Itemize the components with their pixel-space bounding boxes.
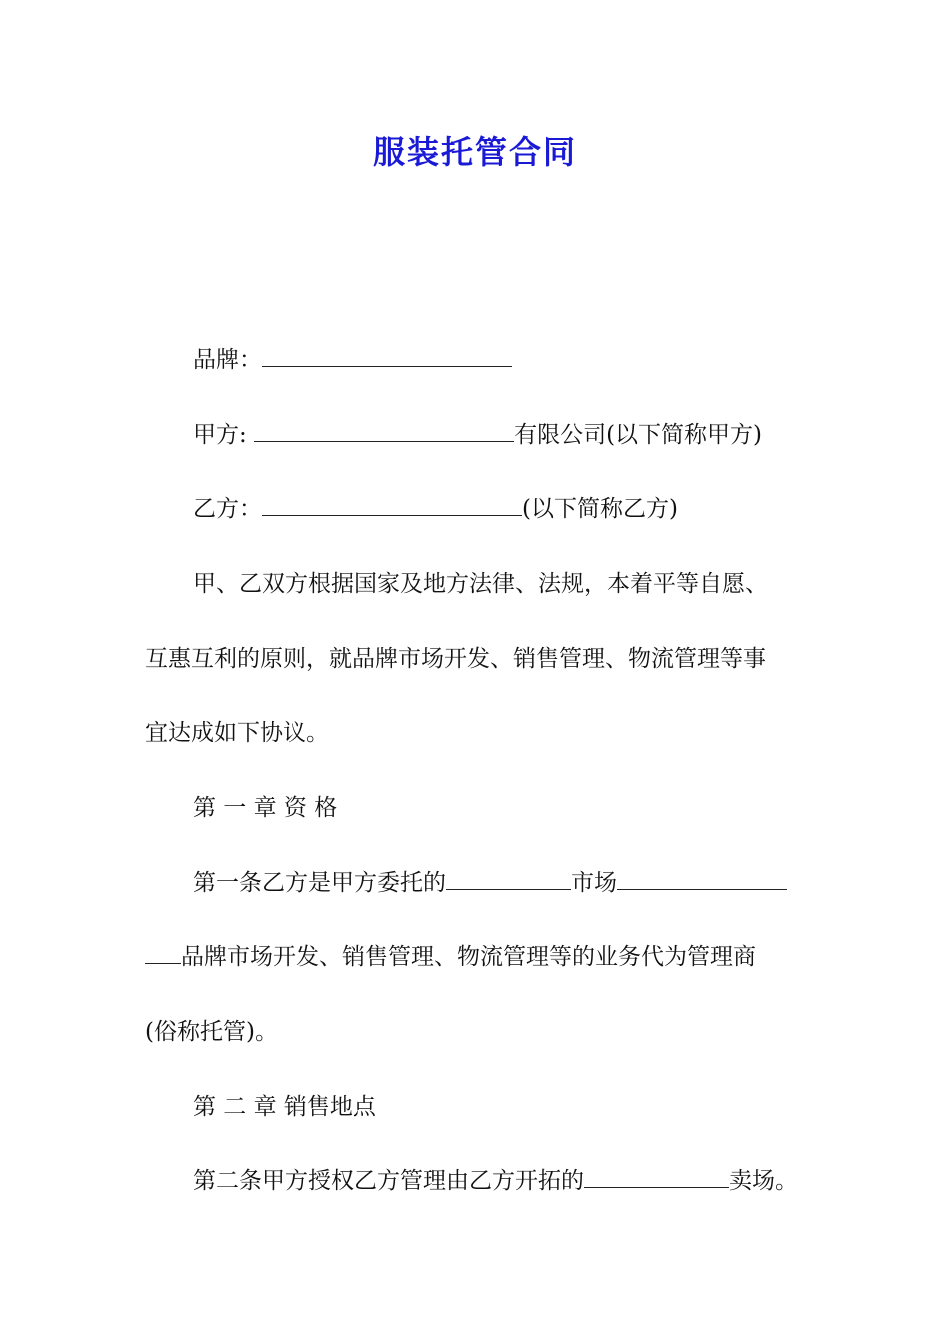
article-1-blank-2 [617,869,787,890]
article-1-line-3: (俗称托管)。 [145,1019,278,1045]
party-b-blank [262,495,522,516]
party-a-blank [254,421,514,442]
article-1-prefix: 第一条乙方是甲方委托的 [193,870,446,896]
document-title: 服装托管合同 [372,133,577,171]
article-1-line-2 [145,941,756,973]
intro-line-1: 甲、乙双方根据国家及地方法律、法规，本着平等自愿、 [193,571,768,597]
party-b-line [193,493,678,525]
article-1-line-1 [193,867,787,899]
intro-line-2: 互惠互利的原则，就品牌市场开发、销售管理、物流管理等事 [145,646,766,672]
chapter-1-heading: 第 一 章 资 格 [193,795,338,821]
article-2-prefix: 第二条甲方授权乙方管理由乙方开拓的 [193,1168,584,1194]
article-2-blank [584,1167,729,1188]
article-1-blank-3 [145,943,181,964]
article-2-suffix: 卖场。 [729,1168,798,1194]
party-b-suffix: (以下简称乙方) [522,496,678,522]
article-1-blank-1 [446,869,571,890]
party-a-line [193,419,762,451]
article-1-mid: 市场 [571,870,617,896]
chapter-2-heading: 第 二 章 销售地点 [193,1094,376,1120]
intro-line-3: 宜达成如下协议。 [145,720,329,746]
article-1-line-2-text: 品牌市场开发、销售管理、物流管理等的业务代为管理商 [181,944,756,970]
brand-blank [262,346,512,367]
brand-label: 品牌： [193,347,262,373]
article-2-line-1 [193,1165,798,1197]
party-a-label: 甲方: [193,422,255,448]
party-a-suffix: 有限公司(以下简称甲方) [514,422,763,448]
brand-line [193,344,512,376]
party-b-label: 乙方： [193,496,262,522]
